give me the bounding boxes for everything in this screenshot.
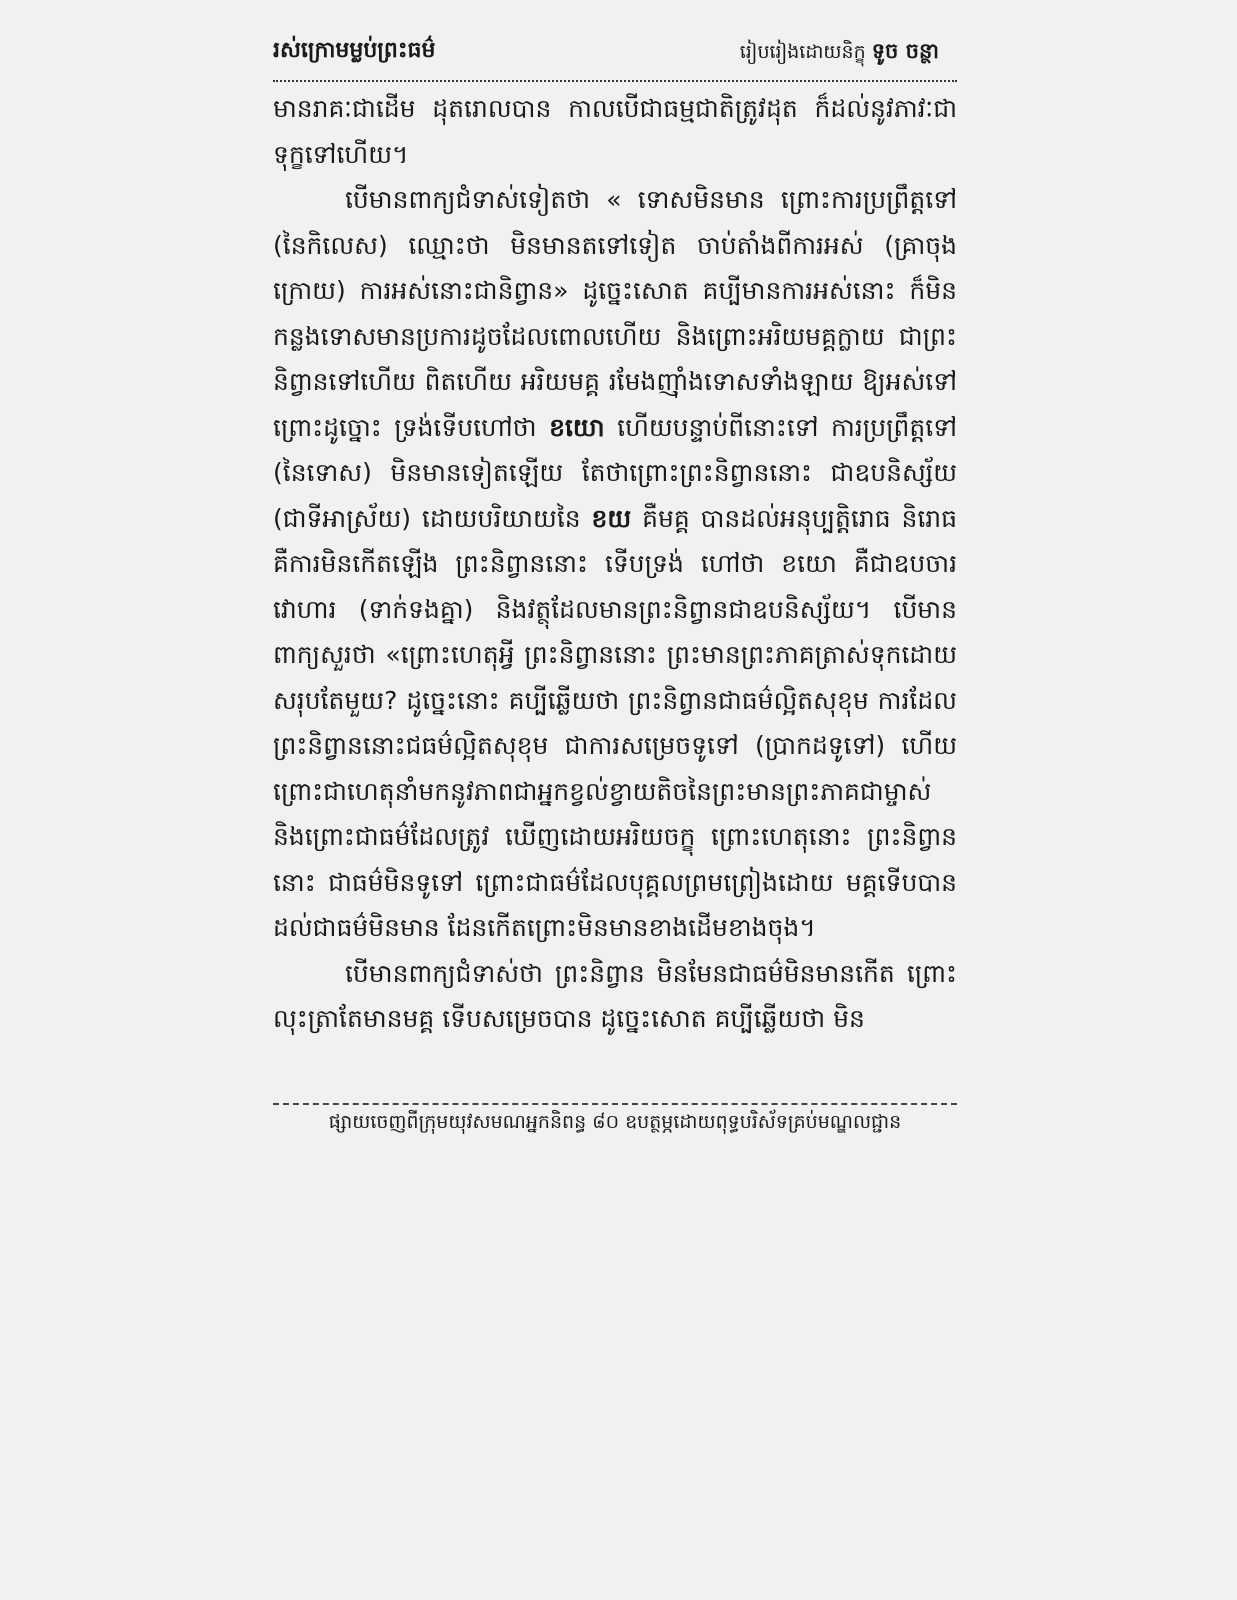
- term-khayo: ខយោ: [549, 412, 605, 442]
- author-prefix: រៀបរៀងដោយនិក្ខុ: [739, 41, 866, 63]
- paragraph-2: [273, 177, 957, 951]
- paragraph-2-part-c: ហើយបន្ទាប់ពីនោះទៅ ការប្រព្រឹត្តទៅ (នៃទោស) មិនមានទៀតឡើយ តែថាព្រោះព្រះនិព្វាននោះ ជាឧបនិស្ស័យ (ជាទីអាស្រ័យ) ដោយបរិយាយនៃ: [273, 412, 957, 533]
- footer-divider: [273, 1103, 957, 1105]
- footer-publisher-line: ផ្សាយចេញពីក្រុមយុវសមណអ្នកនិពន្ធ ៨០ ឧបត្ថម្ភដោយពុទ្ធបរិស័ទគ្រប់មណ្ឌលជ្ជាន: [328, 1111, 902, 1133]
- header-divider: [273, 80, 957, 82]
- book-title: រស់ក្រោមម្លប់ព្រះធម៌: [273, 38, 436, 63]
- author-line: [740, 38, 939, 69]
- author-name: ទូច ចន្ថា: [871, 39, 939, 63]
- paragraph-2-part-d: គឺមគ្គ បានដល់អនុប្បត្តិរោធ និរោធ គឺការមិនកើតឡើង ព្រះនិព្វាននោះ ទើបទ្រង់ ហៅថា ខយោ គឺជាឧបចារវោហារ (ទាក់ទងគ្នា) និងវត្ថុដែលមានព្រះនិព្វានជាឧបនិស្ស័យ។ បើមានពាក្យសួរថា «ព្រោះហេតុអ្វី ព្រះនិព្វាននោះ ព្រះមានព្រះភាគត្រាស់ទុកដោយសរុបតែមួយ? ដូច្នេះនោះ គប្បីឆ្លើយថា ព្រះនិព្វានជាធម៌ល្អិតសុខុម ការដែលព្រះនិព្វាននោះជធម៌ល្អិតសុខុម ជាការសម្រេចទូទៅ (ប្រាកដទូទៅ) ហើយ ព្រោះជាហេតុនាំមកនូវភាពជាអ្នកខ្វល់ខ្វាយតិចនៃព្រះមានព្រះភាគជាម្ចាស់ និងព្រោះជាធម៌ដែលត្រូវ ឃើញដោយអរិយចក្ខុ ព្រោះហេតុនោះ ព្រះនិព្វាននោះ ជាធម៌មិនទូទៅ ព្រោះជាធម៌ដែលបុគ្គលព្រមព្រៀងដោយ មគ្គទើបបានដល់ជាធម៌មិនមាន ដែនកើតព្រោះមិនមានខាងដើមខាងចុង។: [273, 503, 957, 942]
- term-khaya: ខយ: [591, 503, 632, 533]
- paragraph-2-part-a: បើមានពាក្យជំទាស់ទៀតថា « ទោសមិនមាន ព្រោះការប្រព្រឹត្តទៅ (នៃកិលេស) ឈ្មោះថា មិនមានតទៅទៀត ចាប់តាំងពីការអស់ (គ្រាចុងក្រោយ) ការអស់នោះជានិព្វាន» ដូច្នេះសោត គប្បីមានការអស់នោះ ក៏មិនកន្លងទោសមានប្រការដូចដែលពោលហើយ និងព្រោះអរិយមគ្គក្លាយ ជាព្រះនិព្វានទៅហើយ ពិតហើយ អរិយមគ្គ រមែងញ៉ាំងទោសទាំងឡាយ ឱ្យអស់ទៅ ព្រោះដូច្នោះ ទ្រង់ទើបហៅថា: [273, 185, 957, 442]
- page-header: [273, 30, 957, 70]
- paragraph-3: បើមានពាក្យជំទាស់ថា ព្រះនិព្វាន មិនមែនជាធម៌មិនមានកើត ព្រោះលុះត្រាតែមានមគ្គ ទើបសម្រេចបាន ដូច្នេះសោត គប្បីឆ្លើយថា មិន: [273, 958, 957, 1033]
- paragraph-1: មានរាគៈជាដើម ដុតរោលបាន កាលបើជាធម្មជាតិត្រូវដុត ក៏ដល់នូវភាវៈជាទុក្ខទៅហើយ។: [273, 94, 957, 169]
- page-body: [273, 86, 957, 1076]
